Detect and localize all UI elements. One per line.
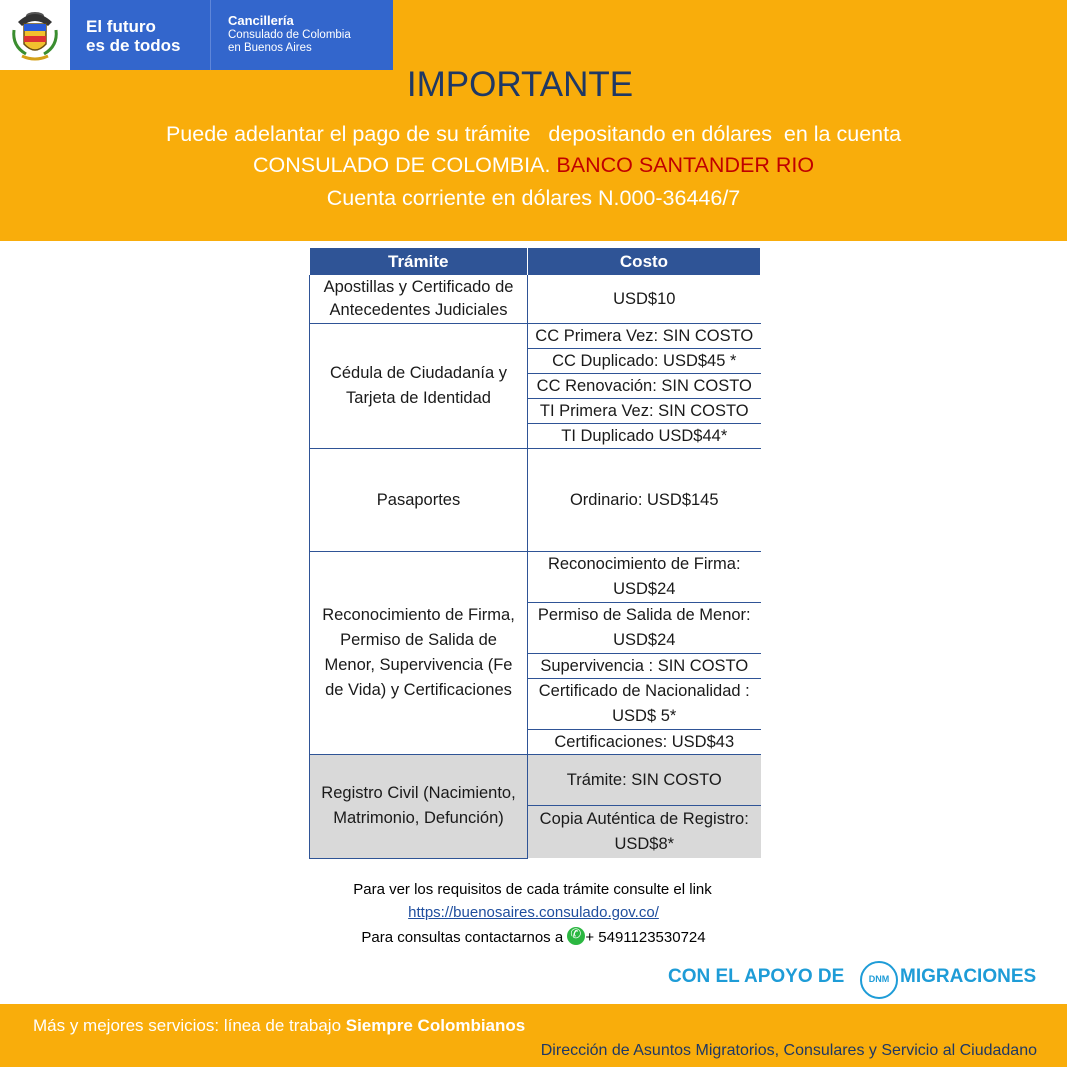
logo-strip <box>0 0 393 70</box>
dnm-logo <box>860 961 898 999</box>
tramite-cell: Registro Civil (Nacimiento, Matrimonio, Defunción) <box>310 755 528 859</box>
table-row <box>310 755 761 806</box>
costo-cell: TI Duplicado USD$44* <box>528 424 761 449</box>
consulate-link[interactable]: https://buenosaires.consulado.gov.co/ <box>408 904 659 921</box>
requirements-text: Para ver los requisitos de cada trámite consulte el link <box>353 881 712 898</box>
header-line1: Puede adelantar el pago de su trámite depositando en dólares en la cuenta <box>165 122 902 146</box>
slogan-line1: El futuro <box>86 17 156 36</box>
consulate-link-row <box>0 904 1067 921</box>
org-name: Cancillería <box>228 13 294 28</box>
brand-slogan <box>70 0 210 70</box>
consulate-line2: en Buenos Aires <box>228 42 312 54</box>
costo-cell: Trámite: SIN COSTO <box>528 755 761 806</box>
costo-cell: Certificado de Nacionalidad : USD$ 5* <box>528 679 761 730</box>
footer-line1 <box>33 1016 525 1036</box>
header-line2-text: CONSULADO DE COLOMBIA. <box>252 153 557 177</box>
footer-band <box>0 1004 1067 1067</box>
costo-cell: Copia Auténtica de Registro: USD$8* <box>528 806 761 859</box>
dnm-badge-text: DNM <box>868 974 890 984</box>
contact-phone: + 5491123530724 <box>585 929 706 946</box>
tramite-cell: Reconocimiento de Firma, Permiso de Salida de Menor, Supervivencia (Fe de Vida) y Certificaciones <box>310 552 528 755</box>
header-top-band <box>393 0 1067 70</box>
costo-cell: CC Primera Vez: SIN COSTO <box>528 324 761 349</box>
costo-cell: Permiso de Salida de Menor: USD$24 <box>528 603 761 654</box>
bank-name: BANCO SANTANDER RIO <box>556 153 815 177</box>
costo-cell: Reconocimiento de Firma: USD$24 <box>528 552 761 603</box>
table-row <box>310 275 761 324</box>
tramite-cell: Apostillas y Certificado de Antecedentes Judiciales <box>310 275 528 324</box>
header-line2 <box>0 153 1067 178</box>
header-costo: Costo <box>528 248 761 275</box>
fees-table <box>309 248 761 859</box>
apoyo-text: CON EL APOYO DE <box>668 966 845 987</box>
costo-cell: CC Duplicado: USD$45 * <box>528 349 761 374</box>
page-title: IMPORTANTE <box>406 65 634 104</box>
costo-cell: CC Renovación: SIN COSTO <box>528 374 761 399</box>
costo-cell: USD$10 <box>528 275 761 324</box>
consulate-line1: Consulado de Colombia <box>228 29 351 41</box>
table-row <box>310 552 761 603</box>
footer-program: Siempre Colombianos <box>345 1016 526 1035</box>
footer-line1-text: Más y mejores servicios: línea de trabajo <box>33 1016 346 1035</box>
brand-cancilleria <box>210 0 394 70</box>
slogan-line2: es de todos <box>86 36 181 55</box>
tramite-cell: Cédula de Ciudadanía y Tarjeta de Identidad <box>310 324 528 449</box>
migraciones-text: MIGRACIONES <box>900 966 1037 987</box>
whatsapp-icon <box>567 927 585 945</box>
costo-cell: Certificaciones: USD$43 <box>528 730 761 755</box>
costo-cell: Ordinario: USD$145 <box>528 449 761 552</box>
table-row <box>310 324 761 349</box>
table-row <box>310 449 761 552</box>
header-tramite: Trámite <box>310 248 528 275</box>
colombia-coat-of-arms-icon <box>0 0 70 70</box>
table-header-row <box>310 248 761 275</box>
tramite-cell: Pasaportes <box>310 449 528 552</box>
contact-text: Para consultas contactarnos a <box>361 929 568 946</box>
contact-row <box>0 927 1067 946</box>
costo-cell: Supervivencia : SIN COSTO <box>528 654 761 679</box>
footer-line2: Dirección de Asuntos Migratorios, Consulares y Servicio al Ciudadano <box>540 1042 1037 1059</box>
costo-cell: TI Primera Vez: SIN COSTO <box>528 399 761 424</box>
header-account: Cuenta corriente en dólares N.000-36446/7 <box>326 186 741 210</box>
